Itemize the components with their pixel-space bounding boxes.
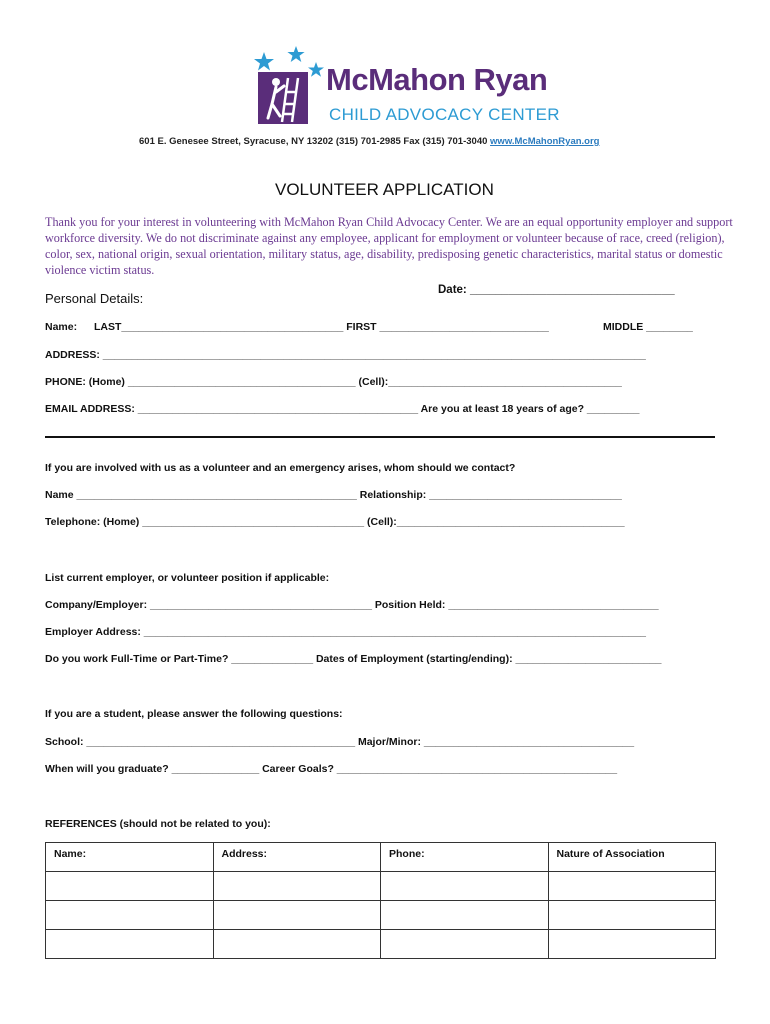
ref-cell[interactable] xyxy=(46,872,214,901)
logo-subtitle: CHILD ADVOCACY CENTER xyxy=(329,105,560,124)
address-text: 601 E. Genesee Street, Syracuse, NY 13202 (315) 701-2985 Fax (315) 701-3040 xyxy=(139,136,488,147)
school-field[interactable]: School: ______________________________________________ Major/Minor: ____________________________________ xyxy=(45,736,635,748)
website-link[interactable]: www.McMahonRyan.org xyxy=(490,136,600,147)
ref-col-phone: Phone: xyxy=(381,843,549,872)
ref-cell[interactable] xyxy=(46,901,214,930)
references-table xyxy=(45,842,716,959)
employer-address-field[interactable]: Employer Address: ______________________________________________________________________________________ xyxy=(45,626,647,638)
student-heading: If you are a student, please answer the following questions: xyxy=(45,708,343,720)
employer-heading: List current employer, or volunteer position if applicable: xyxy=(45,572,330,584)
fulltime-field[interactable]: Do you work Full-Time or Part-Time? ______________ Dates of Employment (starting/ending): _________________________ xyxy=(45,653,662,665)
references-heading: REFERENCES (should not be related to you): xyxy=(45,818,271,830)
table-row xyxy=(46,930,716,959)
ref-cell[interactable] xyxy=(381,930,549,959)
page-title: VOLUNTEER APPLICATION xyxy=(275,180,494,199)
logo-name: McMahon Ryan xyxy=(326,62,548,97)
emergency-telephone-field[interactable]: Telephone: (Home) ______________________________________ (Cell):_______________________________________ xyxy=(45,516,625,528)
personal-details-heading: Personal Details: xyxy=(45,291,144,306)
name-last-first-field[interactable]: LAST______________________________________ FIRST _____________________________ xyxy=(94,321,549,333)
ref-cell[interactable] xyxy=(381,901,549,930)
table-row xyxy=(46,901,716,930)
ref-cell[interactable] xyxy=(548,872,716,901)
logo-emblem-icon xyxy=(252,42,326,126)
ref-cell[interactable] xyxy=(213,872,381,901)
ref-col-name: Name: xyxy=(46,843,214,872)
section-divider xyxy=(45,436,715,438)
ref-cell[interactable] xyxy=(213,901,381,930)
emergency-heading: If you are involved with us as a volunteer and an emergency arises, whom should we contact? xyxy=(45,462,516,474)
phone-field[interactable]: PHONE: (Home) _______________________________________ (Cell):________________________________________ xyxy=(45,376,622,388)
ref-cell[interactable] xyxy=(381,872,549,901)
address-field[interactable]: ADDRESS: _____________________________________________________________________________________________ xyxy=(45,349,646,361)
company-field[interactable]: Company/Employer: ______________________________________ Position Held: ____________________________________ xyxy=(45,599,659,611)
graduate-field[interactable]: When will you graduate? _______________ Career Goals? ________________________________________________ xyxy=(45,763,618,775)
ref-cell[interactable] xyxy=(548,901,716,930)
ref-cell[interactable] xyxy=(213,930,381,959)
date-field[interactable]: Date: ________________________________ xyxy=(438,284,675,296)
ref-col-address: Address: xyxy=(213,843,381,872)
address-line xyxy=(139,136,599,147)
email-field[interactable]: EMAIL ADDRESS: ________________________________________________ Are you at least 18 years of age? _________ xyxy=(45,403,640,415)
references-header-row xyxy=(46,843,716,872)
name-label: Name: xyxy=(45,321,78,333)
emergency-name-field[interactable]: Name ________________________________________________ Relationship: _________________________________ xyxy=(45,489,622,501)
name-middle-field[interactable]: MIDDLE ________ xyxy=(603,321,693,333)
logo xyxy=(252,42,560,132)
ref-cell[interactable] xyxy=(548,930,716,959)
ref-cell[interactable] xyxy=(46,930,214,959)
intro-paragraph: Thank you for your interest in volunteering with McMahon Ryan Child Advocacy Center. We are an equal opportunity employer and support workforce diversity. We do not discriminate against any employee, applicant for employment or volunteer because of race, creed (religion), color, sex, national origin, sexual orientation, military status, age, disability, predisposing genetic characteristics, marital status or domestic violence victim status. xyxy=(45,215,733,277)
table-row xyxy=(46,872,716,901)
ref-col-association: Nature of Association xyxy=(548,843,716,872)
